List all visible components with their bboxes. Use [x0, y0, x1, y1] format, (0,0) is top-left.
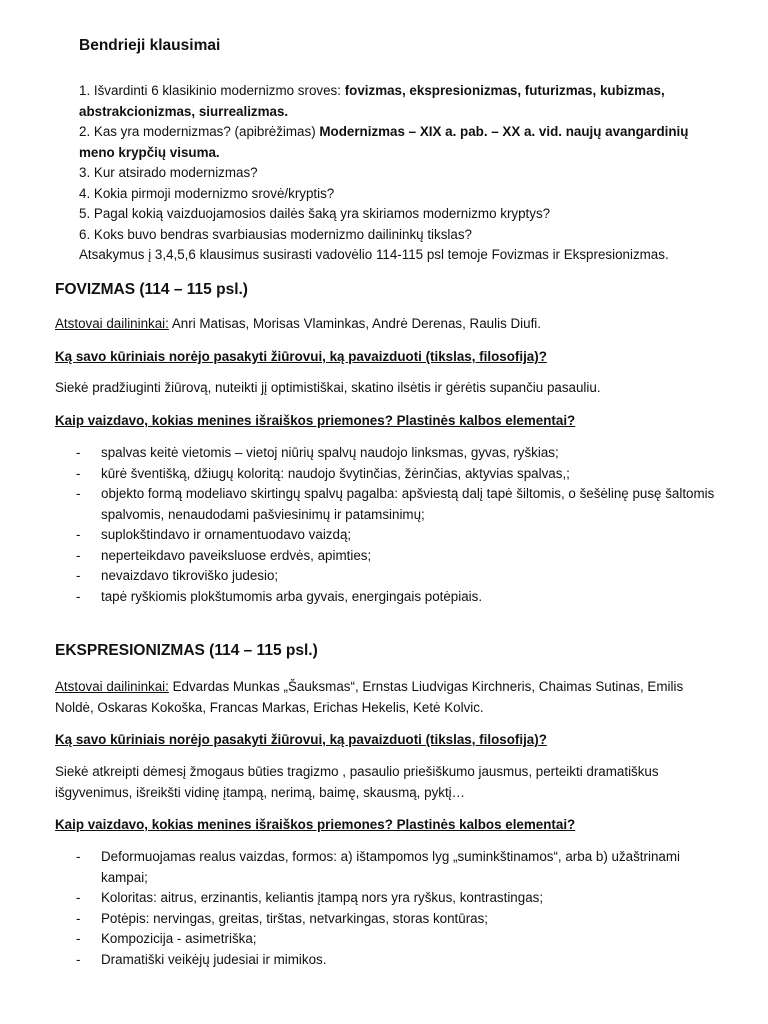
- dash-bullet: -: [76, 951, 81, 967]
- question-text: 3. Kur atsirado modernizmas?: [79, 165, 258, 180]
- list-item-text: Kompozicija - asimetriška;: [101, 931, 257, 946]
- list-item-text: spalvas keitė vietomis – vietoj niūrių spalvų naudojo linksmas, gyvas, ryškias;: [101, 445, 559, 460]
- list-item: [55, 950, 725, 971]
- artists-label: Atstovai dailininkai:: [55, 679, 169, 694]
- list-item-text: Koloritas: aitrus, erzinantis, keliantis įtampą nors yra ryškus, kontrastingas;: [101, 890, 544, 905]
- artists-text: Edvardas Munkas „Šauksmas“, Ernstas Liudvigas Kirchneris, Chaimas Sutinas, Emilis Noldė, Oskaras Kokoška, Francas Markas, Erichas Hekelis, Ketė Kolvic.: [55, 679, 684, 715]
- list-item-text: kūrė šventišką, džiugų koloritą: naudojo švytinčias, žėrinčias, aktyvias spalvas,;: [101, 465, 570, 481]
- goal-question-text: Ką savo kūriniais norėjo pasakyti žiūrovui, ką pavaizduoti (tikslas, filosofija)?: [55, 732, 547, 747]
- list-item: [55, 525, 725, 546]
- means-question-text: Kaip vaizdavo, kokias menines išraiškos priemones? Plastinės kalbos elementai?: [55, 413, 576, 428]
- fovizmas-means-list: [55, 443, 725, 607]
- list-item-text: objekto formą modeliavo skirtingų spalvų pagalba: apšviestą dalį tapė šiltomis, o šešėlinę pusę šaltomis spalvomis, nenaudodami pašviesinimų ir patamsinimų;: [101, 486, 715, 522]
- question-4: [79, 184, 719, 205]
- ekspresionizmas-artists: [55, 677, 725, 718]
- list-item: [55, 484, 725, 525]
- goal-answer-text: Siekė atkreipti dėmesį žmogaus būties tragizmo , pasaulio priešiškumo jausmus, perteikti dramatiškus išgyvenimus, išreikšti vidinę įtampą, nerimą, baimę, skausmą, pyktį…: [55, 764, 659, 800]
- list-item: [55, 847, 725, 888]
- dash-bullet: -: [76, 486, 81, 501]
- list-item-text: Dramatiški veikėjų judesiai ir mimikos.: [101, 951, 327, 967]
- dash-bullet: -: [76, 547, 81, 563]
- list-item-text: Potėpis: nervingas, greitas, tirštas, netvarkingas, storas kontūras;: [101, 910, 489, 926]
- ekspresionizmas-means-question: [55, 815, 725, 836]
- list-item: [55, 587, 725, 608]
- list-item: [55, 888, 725, 909]
- artists-label: Atstovai dailininkai:: [55, 316, 169, 331]
- dash-bullet: -: [76, 890, 81, 905]
- dash-bullet: -: [76, 910, 81, 926]
- means-question-text: Kaip vaizdavo, kokias menines išraiškos priemones? Plastinės kalbos elementai?: [55, 817, 576, 832]
- list-item-text: suplokštindavo ir ornamentuodavo vaizdą;: [101, 527, 352, 542]
- dash-bullet: -: [76, 465, 81, 481]
- dash-bullet: -: [76, 527, 81, 542]
- ekspresionizmas-means-list: [55, 847, 725, 970]
- fovizmas-artists: [55, 314, 725, 335]
- ekspresionizmas-goal-question: [55, 730, 725, 751]
- list-item-text: neperteikdavo paveiksluose erdvės, apimties;: [101, 547, 372, 563]
- dash-bullet: -: [76, 445, 81, 460]
- question-text: 1. Išvardinti 6 klasikinio modernizmo sroves:: [79, 83, 345, 98]
- list-item-text: nevaizdavo tikroviško judesio;: [101, 568, 279, 583]
- fovizmas-goal-question: [55, 347, 725, 368]
- page-title: Bendrieji klausimai: [79, 37, 221, 54]
- ekspresionizmas-goal-answer: [55, 762, 725, 803]
- list-item: [55, 909, 725, 930]
- fovizmas-heading: FOVIZMAS (114 – 115 psl.): [55, 281, 248, 298]
- question-answer: fovizmas, ekspresionizmas, futurizmas, kubizmas, abstrakcionizmas, siurrealizmas.: [79, 83, 665, 119]
- list-item: [55, 929, 725, 950]
- dash-bullet: -: [76, 931, 81, 946]
- artists-text: Anri Matisas, Morisas Vlaminkas, Andrė Derenas, Raulis Diufi.: [168, 316, 541, 331]
- question-text: 5. Pagal kokią vaizduojamosios dailės šaką yra skiriamos modernizmo kryptys?: [79, 206, 551, 221]
- dash-bullet: -: [76, 568, 81, 583]
- ekspresionizmas-heading: EKSPRESIONIZMAS (114 – 115 psl.): [55, 642, 318, 659]
- goal-answer-text: Siekė pradžiuginti žiūrovą, nuteikti jį optimistiškai, skatino ilsėtis ir gėrėtis supančiu pasauliu.: [55, 380, 601, 395]
- question-5: [79, 204, 719, 225]
- question-2: [79, 122, 719, 163]
- general-questions-list: [79, 81, 719, 266]
- list-item: [55, 546, 725, 567]
- fovizmas-goal-answer: [55, 378, 725, 399]
- question-answer: Modernizmas – XIX a. pab. – XX a. vid. naujų avangardinių meno krypčių visuma.: [79, 124, 689, 160]
- question-text: 6. Koks buvo bendras svarbiausias modernizmo dailininkų tikslas?: [79, 226, 472, 242]
- note-text: Atsakymus į 3,4,5,6 klausimus susirasti vadovėlio 114-115 psl temoje Fovizmas ir Ekspresionizmas.: [79, 247, 669, 262]
- question-6: [79, 225, 719, 246]
- goal-question-text: Ką savo kūriniais norėjo pasakyti žiūrovui, ką pavaizduoti (tikslas, filosofija)?: [55, 349, 547, 364]
- list-item: [55, 464, 725, 485]
- dash-bullet: -: [76, 849, 81, 864]
- list-item: [55, 443, 725, 464]
- question-text: 2. Kas yra modernizmas? (apibrėžimas): [79, 124, 320, 139]
- list-item: [55, 566, 725, 587]
- fovizmas-means-question: [55, 411, 725, 432]
- question-3: [79, 163, 719, 184]
- answers-note: [79, 245, 719, 266]
- list-item-text: tapė ryškiomis plokštumomis arba gyvais, energingais potėpiais.: [101, 588, 483, 604]
- question-1: [79, 81, 719, 122]
- list-item-text: Deformuojamas realus vaizdas, formos: a) ištampomos lyg „suminkštinamos“, arba b) užaštrinami kampai;: [101, 849, 680, 885]
- dash-bullet: -: [76, 588, 81, 604]
- question-text: 4. Kokia pirmoji modernizmo srovė/kryptis?: [79, 185, 335, 201]
